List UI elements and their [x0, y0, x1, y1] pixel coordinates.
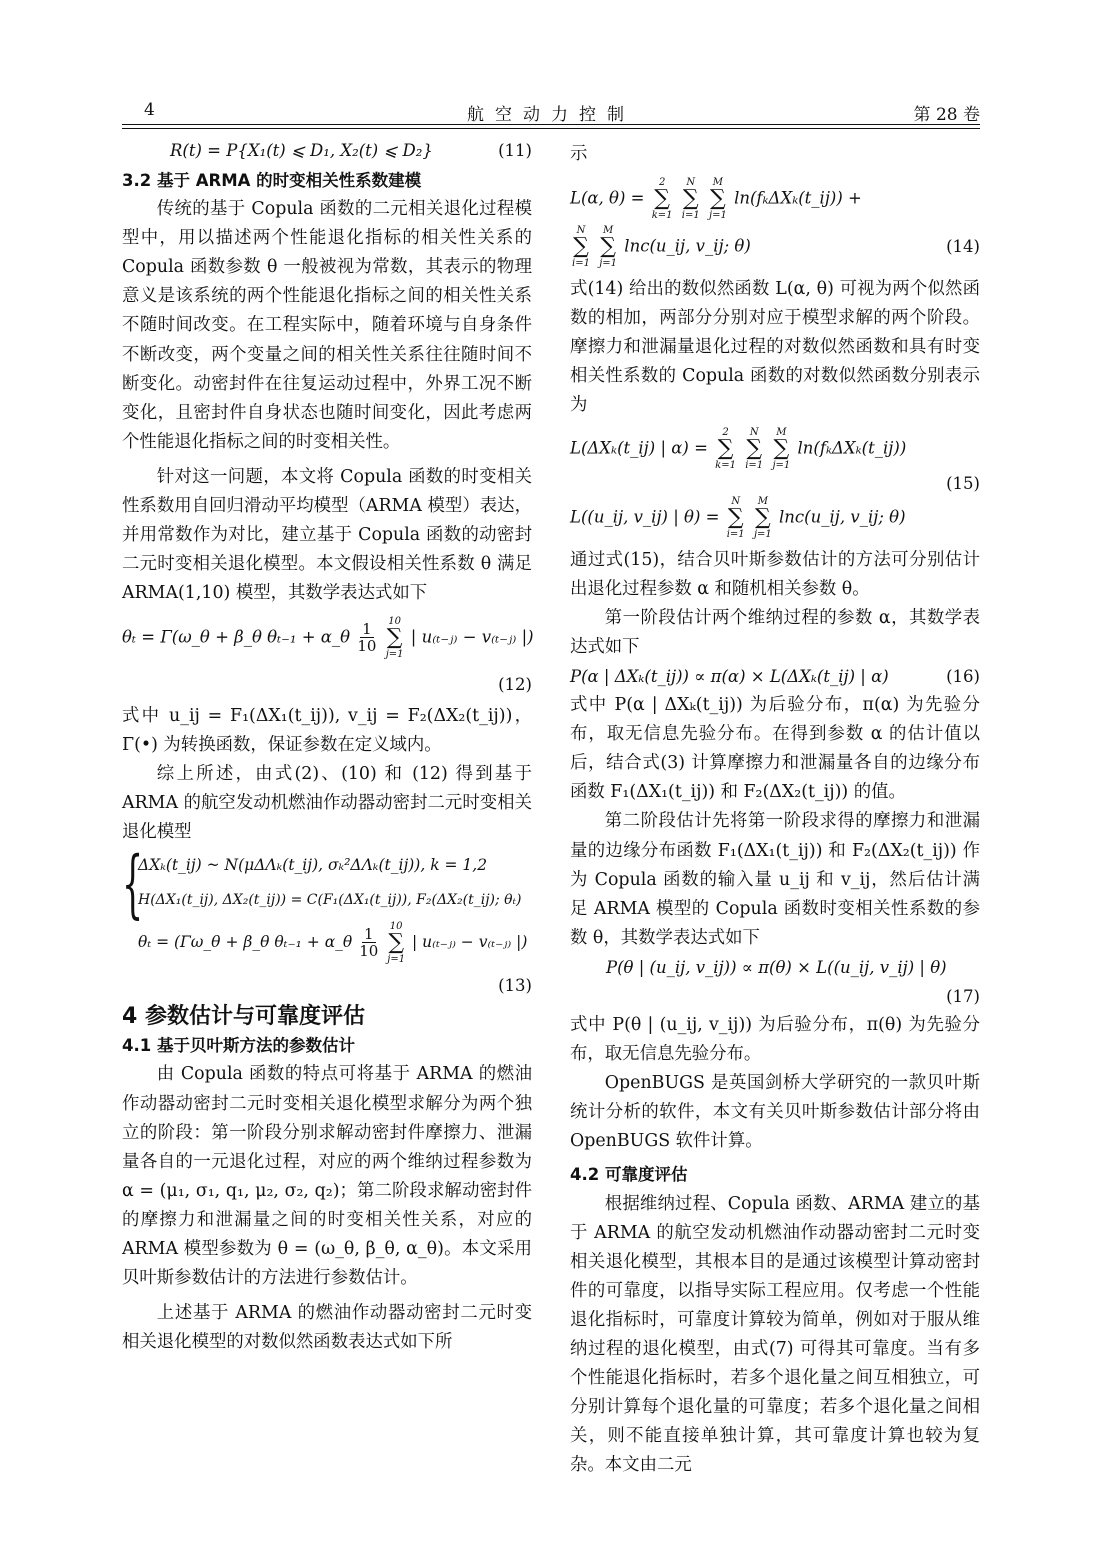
equation-14-cont: N ∑ i=1 M ∑ j=1 lnc(u_ij, v_ij; θ) (14): [572, 225, 980, 270]
section-3-2-title: 3.2 基于 ARMA 的时变相关性系数建模: [122, 171, 422, 190]
paragraph: 第二阶段估计先将第一阶段求得的摩擦力和泄漏量的边缘分布函数 F₁(ΔX₁(t_ij)) 和 F₂(ΔX₂(t_ij)) 作为 Copula 函数的输入量 u_ij 和 v_ij，然后估计满足 ARMA 模型的 Copula 函数时变相关性系数的参数 θ，其数学表达式如下: [570, 811, 980, 948]
right-column: [570, 140, 980, 1480]
paragraph: OpenBUGS 是英国剑桥大学研究的一款贝叶斯统计分析的软件，本文有关贝叶斯参数估计部分将由 OpenBUGS 软件计算。: [570, 1073, 980, 1152]
equation-17: P(θ | (u_ij, v_ij)) ∝ π(θ) × L((u_ij, v_ij) | θ): [606, 957, 947, 977]
equation-15a: L(ΔXₖ(t_ij) | α) = 2 ∑ k=1 N ∑ i=1 M ∑ j=1 ln(fₖΔXₖ(t_ij)): [570, 426, 907, 471]
chapter-4-title: 4 参数估计与可靠度评估: [122, 1004, 365, 1030]
equation-number: (15): [946, 473, 980, 493]
paragraph: 式中 u_ij = F₁(ΔX₁(t_ij)), v_ij = F₂(ΔX₂(t_ij))，Γ(•) 为转换函数，保证参数在定义域内。: [122, 705, 532, 755]
paragraph: 综上所述，由式(2)、(10) 和 (12) 得到基于 ARMA 的航空发动机燃油作动器动密封二元时变相关退化模型: [122, 763, 532, 842]
header-rule-thick: [122, 124, 980, 125]
equation-16: P(α | ΔXₖ(t_ij)) ∝ π(α) × L(ΔXₖ(t_ij) | α) (16): [570, 667, 980, 687]
page-number: 4: [144, 100, 155, 120]
paragraph: 示: [570, 144, 588, 164]
volume-label: 第 28 卷: [913, 105, 980, 125]
paragraph: 上述基于 ARMA 的燃油作动器动密封二元时变相关退化模型的对数似然函数表达式如下所: [122, 1303, 532, 1353]
summation-symbol: 2 ∑ k=1: [651, 177, 673, 222]
fraction: $\frac{1}{10}$: [357, 620, 377, 656]
paragraph: 通过式(15)，结合贝叶斯参数估计的方法可分别估计出退化过程参数 α 和随机相关参数 θ。: [570, 549, 980, 599]
header-rule-thin: [122, 128, 980, 129]
summation-symbol: 10 ∑ j=1: [385, 616, 404, 661]
paragraph: 第一阶段估计两个维纳过程的参数 α，其数学表达式如下: [570, 607, 980, 657]
summation-symbol: M ∑ j=1: [599, 225, 618, 270]
paragraph: 由 Copula 函数的特点可将基于 ARMA 的燃油作动器动密封二元时变相关退化模型求解分为两个独立的阶段：第一阶段分别求解动密封件摩擦力、泄漏量各自的一元退化过程，对应的两个维纳过程参数为 α = (μ₁, σ₁, q₁, μ₂, σ₂, q₂)；第二阶段求解动密封件的摩擦力和泄漏量之间的时变相关性关系，对应的 ARMA 模型参数为 θ = (ω_θ, β_θ, α_θ)。本文采用贝叶斯参数估计的方法进行参数估计。: [122, 1064, 532, 1289]
equation-number: (13): [498, 976, 532, 996]
equation-15b: L((u_ij, v_ij) | θ) = N ∑ i=1 M ∑ j=1 lnc(u_ij, v_ij; θ): [570, 495, 906, 540]
fraction: $\frac{1}{10}$: [359, 925, 379, 961]
summation-symbol: N ∑ i=1: [572, 225, 590, 270]
paragraph: 式中 P(θ | (u_ij, v_ij)) 为后验分布，π(θ) 为先验分布，取无信息先验分布。: [570, 1014, 980, 1065]
equation-13: { ΔXₖ(t_ij) ~ N(μΔΛₖ(t_ij), σₖ²ΔΛₖ(t_ij)), k = 1,2 H(ΔX₁(t_ij), ΔX₂(t_ij)) = C(F₁(ΔX₁(t_ij)), F₂(ΔX₂(t_ij); θₜ) θₜ = (Γω_θ + β_θ θₜ₋₁ + α_θ $\frac{1}{10}$ 10 ∑ j=1 | u₍ₜ₋ⱼ₎ − v₍ₜ₋ⱼ₎ |): [122, 840, 528, 966]
summation-symbol: N ∑ i=1: [681, 177, 700, 222]
summation-symbol: M ∑ j=1: [753, 495, 772, 540]
paragraph: 式(14) 给出的数似然函数 L(α, θ) 可视为两个似然函数的相加，两部分分别对应于模型求解的两个阶段。摩擦力和泄漏量退化过程的对数似然函数和具有时变相关性系数的 Copula 函数的对数似然函数分别表示为: [570, 279, 980, 416]
equation-number: (12): [498, 675, 532, 695]
summation-symbol: N ∑ i=1: [745, 426, 764, 471]
equation-14: L(α, θ) = 2 ∑ k=1 N ∑ i=1 M ∑ j=1 ln(fₖΔXₖ(t_ij)) +: [570, 177, 862, 222]
summation-symbol: M ∑ j=1: [772, 426, 791, 471]
summation-symbol: N ∑ i=1: [726, 495, 745, 540]
equation-12: θₜ = Γ(ω_θ + β_θ θₜ₋₁ + α_θ $\frac{1}{10}$ 10 ∑ j=1 | u₍ₜ₋ⱼ₎ − v₍ₜ₋ⱼ₎ |): [122, 616, 534, 661]
summation-symbol: 10 ∑ j=1: [387, 921, 406, 966]
left-column: [122, 140, 532, 1357]
paragraph: 根据维纳过程、Copula 函数、ARMA 建立的基于 ARMA 的航空发动机燃油作动器动密封二元时变相关退化模型，其根本目的是通过该模型计算动密封件的可靠度，以指导实际工程应用。仅考虑一个性能退化指标时，可靠度计算较为简单，例如对于服从维纳过程的退化模型，由式(7) 可得其可靠度。当有多个性能退化指标时，若多个退化量之间互相独立，可分别计算每个退化量的可靠度；若多个退化量之间相关，则不能直接单独计算，其可靠度计算也较为复杂。本文由二元: [570, 1193, 980, 1476]
paragraph: 针对这一问题，本文将 Copula 函数的时变相关性系数用自回归滑动平均模型（ARMA 模型）表达，并用常数作为对比，建立基于 Copula 函数的动密封二元时变相关退化模型。本文假设相关性系数 θ 满足 ARMA(1,10) 模型，其数学表达式如下: [122, 466, 532, 604]
journal-title: 航空动力控制: [467, 105, 635, 125]
equation-number: (17): [946, 986, 980, 1006]
summation-symbol: 2 ∑ k=1: [715, 426, 736, 471]
section-4-2-title: 4.2 可靠度评估: [570, 1165, 688, 1185]
paragraph: 式中 P(α | ΔXₖ(t_ij)) 为后验分布，π(α) 为先验分布，取无信息先验分布。在得到参数 α 的估计值以后，结合式(3) 计算摩擦力和泄漏量各自的边缘分布函数 F₁(ΔX₁(t_ij)) 和 F₂(ΔX₂(t_ij)) 的值。: [570, 695, 980, 803]
equation-11: R(t) = P{X₁(t) ⩽ D₁, X₂(t) ⩽ D₂} (11): [170, 141, 532, 160]
section-4-1-title: 4.1 基于贝叶斯方法的参数估计: [122, 1036, 355, 1056]
paragraph: 传统的基于 Copula 函数的二元相关退化过程模型中，用以描述两个性能退化指标的相关性关系的 Copula 函数参数 θ 一般被视为常数，其表示的物理意义是该系统的两个性能退化指标之间的相关性关系不随时间改变。在工程实际中，随着环境与自身条件不断改变，两个变量之间的相关性关系往往随时间不断变化。动密封件在往复运动过程中，外界工况不断变化，且密封件自身状态也随时间变化，因此考虑两个性能退化指标之间的时变相关性。: [122, 199, 532, 452]
summation-symbol: M ∑ j=1: [708, 177, 727, 222]
